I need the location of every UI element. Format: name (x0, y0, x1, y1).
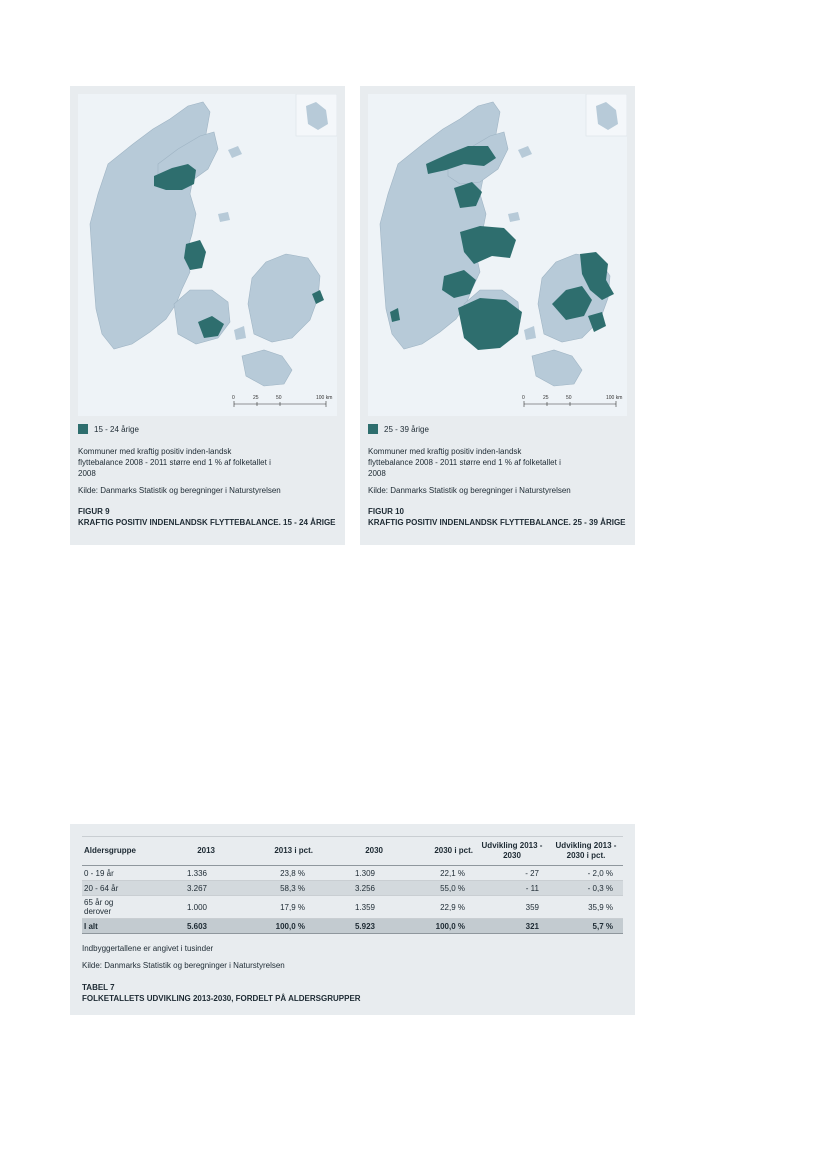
table-row (82, 881, 623, 896)
cell-group: 20 - 64 år (84, 883, 119, 893)
cell-2013: 3.267 (186, 883, 207, 893)
header-2013-pct: 2013 i pct. (274, 846, 313, 855)
table-number: TABEL 7 (82, 983, 115, 992)
cell-udvikling: - 11 (525, 883, 539, 893)
cell-2013-pct: 100,0 % (275, 921, 305, 931)
cell-udvikling: - 27 (525, 868, 539, 878)
cell-2030: 1.309 (354, 868, 375, 878)
cell-group: 0 - 19 år (84, 868, 114, 878)
legend-label: 15 - 24 årige (94, 424, 139, 434)
map-denmark (368, 94, 627, 416)
cell-group: I alt (84, 921, 98, 931)
legend-label: 25 - 39 årige (384, 424, 429, 434)
figure-caption (78, 506, 338, 528)
header-2030-pct: 2030 i pct. (434, 846, 473, 855)
cell-udvikling-pct: 5,7 % (592, 921, 613, 931)
header-udvikling-pct: Udvikling 2013 - 2030 i pct. (555, 841, 617, 860)
cell-2030: 3.256 (354, 883, 375, 893)
figure-10-panel (360, 86, 635, 545)
cell-2030-pct: 22,1 % (440, 868, 465, 878)
table-row (82, 866, 623, 881)
svg-text:100 km: 100 km (316, 395, 333, 401)
cell-2030-pct: 22,9 % (440, 902, 465, 912)
figure-9-panel (70, 86, 345, 545)
svg-text:100 km: 100 km (606, 395, 623, 401)
legend-swatch (78, 424, 88, 434)
table-note: Indbyggertallene er angivet i tusinder (82, 944, 214, 953)
cell-2013: 1.000 (186, 902, 207, 912)
cell-2013-pct: 17,9 % (280, 902, 305, 912)
cell-udvikling: 359 (525, 902, 539, 912)
header-aldersgruppe: Aldersgruppe (84, 846, 137, 855)
table-header-row (82, 837, 623, 866)
cell-group: 65 år og derover (84, 898, 114, 916)
header-2030: 2030 (365, 846, 383, 855)
figure-description: Kommuner med kraftig positiv inden-landsk flyttebalance 2008 - 2011 større end 1 % af folketallet i 2008 (368, 447, 561, 478)
svg-text:0: 0 (522, 395, 525, 401)
svg-text:50: 50 (276, 395, 282, 401)
figure-caption (368, 506, 628, 528)
cell-udvikling-pct: 35,9 % (588, 902, 613, 912)
cell-2030: 5.923 (354, 921, 375, 931)
table-total-row (82, 919, 623, 934)
table-7-panel (70, 824, 635, 1015)
cell-2013-pct: 23,8 % (280, 868, 305, 878)
figure-number: FIGUR 10 (368, 507, 405, 516)
figure-description: Kommuner med kraftig positiv inden-landsk flyttebalance 2008 - 2011 større end 1 % af folketallet i 2008 (78, 447, 271, 478)
figure-title: KRAFTIG POSITIV INDENLANDSK FLYTTEBALANCE. 25 - 39 ÅRIGE (368, 518, 626, 527)
figure-title: KRAFTIG POSITIV INDENLANDSK FLYTTEBALANCE. 15 - 24 ÅRIGE (78, 518, 336, 527)
cell-2013: 1.336 (186, 868, 207, 878)
population-table (82, 836, 623, 934)
svg-text:50: 50 (566, 395, 572, 401)
header-udvikling: Udvikling 2013 - 2030 (481, 841, 543, 860)
map-svg (368, 94, 627, 416)
cell-2013-pct: 58,3 % (280, 883, 305, 893)
table-source: Kilde: Danmarks Statistik og beregninger i Naturstyrelsen (82, 961, 285, 970)
figure-source: Kilde: Danmarks Statistik og beregninger i Naturstyrelsen (368, 486, 571, 495)
svg-text:25: 25 (543, 395, 549, 401)
figure-source: Kilde: Danmarks Statistik og beregninger i Naturstyrelsen (78, 486, 281, 495)
map-legend (368, 424, 429, 434)
cell-udvikling-pct: - 2,0 % (587, 868, 613, 878)
figure-number: FIGUR 9 (78, 507, 110, 516)
cell-2030-pct: 55,0 % (440, 883, 465, 893)
table-title: FOLKETALLETS UDVIKLING 2013-2030, FORDELT PÅ ALDERSGRUPPER (82, 994, 361, 1003)
cell-udvikling-pct: - 0,3 % (587, 883, 613, 893)
table-row (82, 896, 623, 919)
cell-2030: 1.359 (354, 902, 375, 912)
cell-2030-pct: 100,0 % (435, 921, 465, 931)
cell-udvikling: 321 (525, 921, 539, 931)
svg-text:0: 0 (232, 395, 235, 401)
cell-2013: 5.603 (186, 921, 207, 931)
map-denmark (78, 94, 337, 416)
header-2013: 2013 (197, 846, 215, 855)
map-legend (78, 424, 139, 434)
map-svg (78, 94, 337, 416)
table-caption (82, 982, 361, 1004)
svg-text:25: 25 (253, 395, 259, 401)
legend-swatch (368, 424, 378, 434)
